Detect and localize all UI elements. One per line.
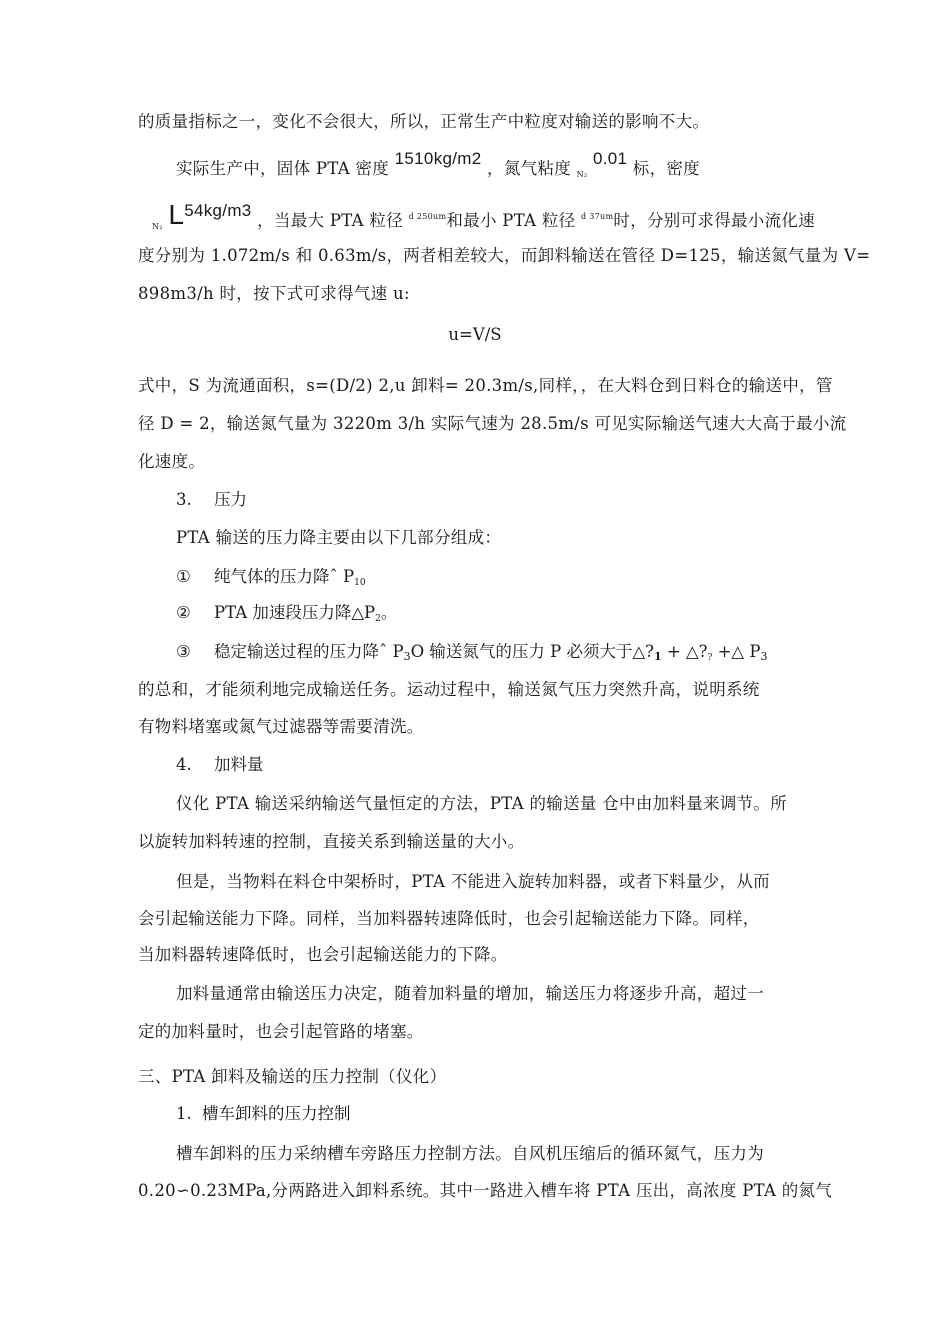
paragraph-line: 式中，S 为流通面积，s=(D/2) 2,u 卸料= 20.3m/s,同样，，在大料仓到日料仓的输送中，管 — [138, 376, 833, 395]
paragraph-line: 当加料器转速降低时，也会引起输送能力的下降。 — [138, 945, 508, 964]
text-run: O 输送氮气的压力 P 必须大于△? — [410, 642, 655, 661]
paragraph-line — [176, 149, 700, 183]
list-item — [214, 641, 767, 666]
paragraph-line: 化速度。 — [138, 452, 206, 471]
section-heading: 三、PTA 卸料及输送的压力控制（仪化） — [138, 1067, 447, 1086]
subscript: ? — [707, 653, 713, 663]
paragraph-line: 的质量指标之一，变化不会很大，所以，正常生产中粒度对输送的影响不大。 — [138, 112, 710, 131]
paragraph-line: 加料量通常由输送压力决定，随着加料量的增加，输送压力将逐步升高，超过一 — [176, 984, 764, 1003]
paragraph-line: 仪化 PTA 输送采纳输送气量恒定的方法，PTA 的输送量 仓中由加料量来调节。所 — [176, 794, 788, 813]
subscript: 2 — [375, 614, 381, 624]
paragraph-line: 的总和，才能须利地完成输送任务。运动过程中，输送氮气压力突然升高，说明系统 — [138, 680, 760, 699]
subscript: 1 — [654, 650, 662, 663]
paragraph-line: PTA 输送的压力降主要由以下几部分组成： — [176, 528, 502, 547]
heading: 槽车卸料的压力控制 — [202, 1104, 351, 1123]
paragraph-line: 以旋转加料转速的控制，直接关系到输送量的大小。 — [138, 832, 525, 851]
superscript: d 37um — [581, 212, 614, 221]
list-marker: ③ — [176, 642, 191, 661]
subscript: 3 — [760, 650, 768, 663]
paragraph-line: 有物料堵塞或氮气过滤器等需要清洗。 — [138, 717, 424, 736]
text-run: ，当最大 PTA 粒径 — [257, 211, 404, 230]
list-item — [214, 566, 366, 591]
text-run: PTA 加速段压力降△P — [214, 603, 376, 622]
heading-number: 3. — [176, 490, 192, 509]
paragraph-line: 会引起输送能力下降。同样，当加料器转速降低时，也会引起输送能力下降。同样， — [138, 909, 760, 928]
paragraph-line: 但是，当物料在料仓中架桥时，PTA 不能进入旋转加料器，或者下料量少，从而 — [176, 872, 770, 891]
heading: 加料量 — [214, 755, 264, 774]
paragraph-line — [152, 199, 816, 235]
subscript: N₂ — [152, 222, 163, 231]
text-run: 。 — [380, 603, 398, 622]
text-run: 实际生产中，固体 PTA 密度 — [176, 159, 390, 178]
text-run: 时，分别可求得最小流化速 — [613, 211, 816, 230]
symbol-l: L — [168, 199, 185, 230]
formula: u=V/S — [448, 325, 502, 344]
paragraph-line: 槽车卸料的压力采纳槽车旁路压力控制方法。自风机压缩后的循环氮气，压力为 — [176, 1144, 764, 1163]
subscript: 3 — [403, 650, 411, 663]
text-run: 稳定输送过程的压力降ˆ P — [214, 642, 404, 661]
paragraph-line: 定的加料量时，也会引起管路的堵塞。 — [138, 1022, 424, 1041]
text-run: + △? — [661, 642, 708, 661]
heading-number: 1. — [176, 1104, 192, 1123]
text-run: 纯气体的压力降ˆ P — [214, 567, 355, 586]
paragraph-line: 0.20∽0.23MPa,分两路进入卸料系统。其中一路进入槽车将 PTA 压出，高浓度 PTA 的氮气 — [138, 1181, 833, 1200]
paragraph-line: 度分别为 1.072m/s 和 0.63m/s，两者相差较大，而卸料输送在管径 D=125，输送氮气量为 V= — [138, 246, 871, 265]
viscosity-value: 0.01 — [592, 149, 628, 168]
density-value: 1510kg/m2 — [394, 149, 482, 168]
subscript: 10 — [354, 578, 366, 588]
text-run: 标，密度 — [632, 159, 700, 178]
density-value: 54kg/m3 — [184, 201, 252, 220]
list-marker: ② — [176, 603, 191, 622]
text-run: 和最小 PTA 粒径 — [446, 211, 576, 230]
paragraph-line: 径 D = 2，输送氮气量为 3220m 3/h 实际气速为 28.5m/s 可见实际输送气速大大高于最小流 — [138, 414, 847, 433]
list-marker: ① — [176, 567, 191, 586]
heading-number: 4. — [176, 755, 192, 774]
list-item — [214, 602, 397, 627]
superscript: d 250um — [408, 212, 447, 221]
subscript: N₂ — [576, 170, 588, 179]
paragraph-line: 898m3/h 时，按下式可求得气速 u: — [138, 284, 410, 303]
heading: 压力 — [214, 490, 247, 509]
text-run: ，氮气粘度 — [487, 159, 572, 178]
text-run: +△ P — [712, 642, 761, 661]
